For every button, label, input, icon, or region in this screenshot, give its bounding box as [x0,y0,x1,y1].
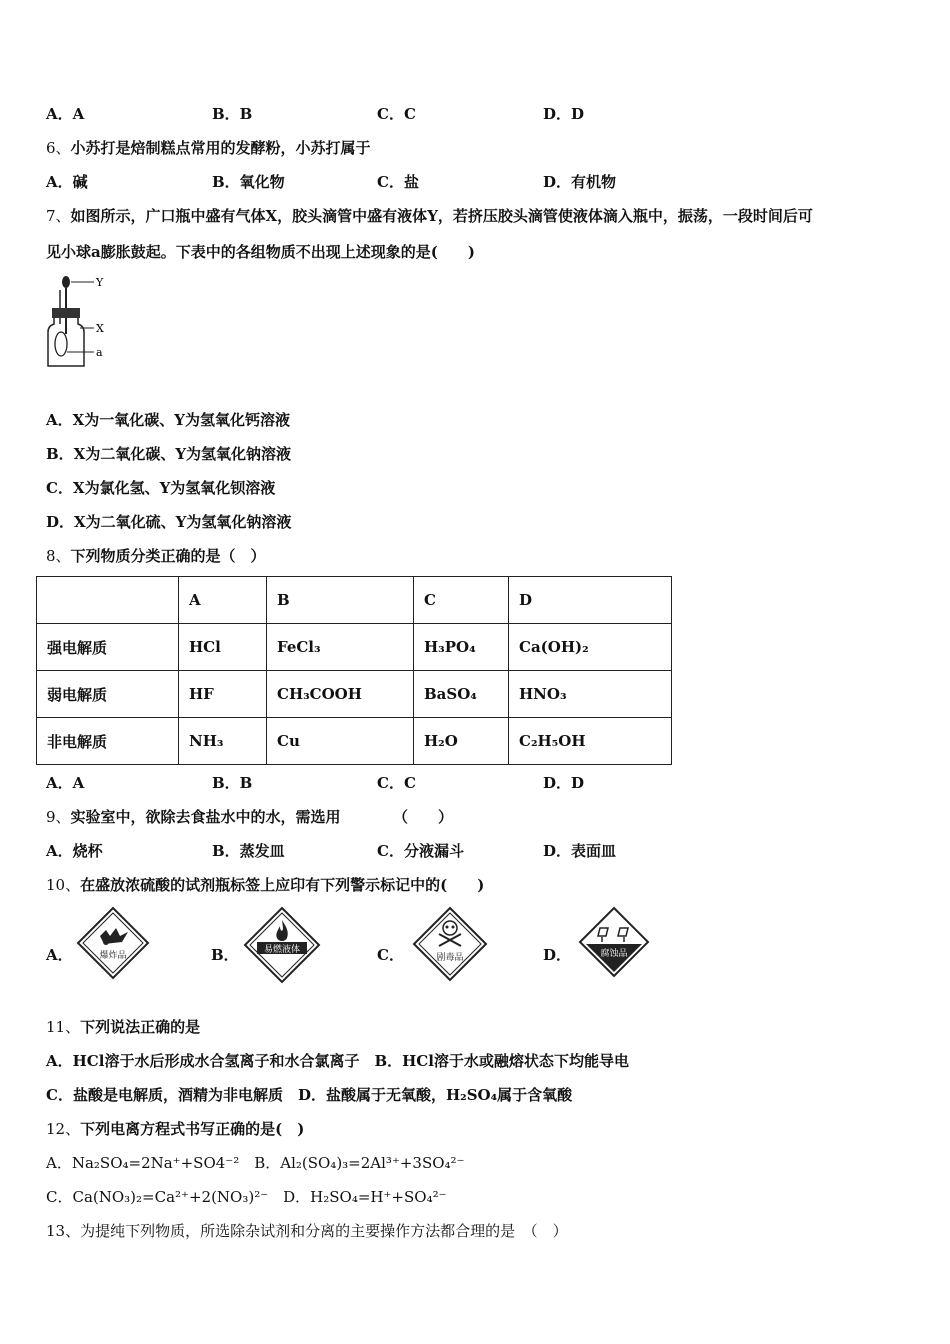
table-header-row [37,577,672,624]
q12-number: 12、 [46,1120,81,1138]
table-cell: H₂O [414,718,509,765]
q12-options-line2: C．Ca(NO₃)₂=Ca²⁺+2(NO₃)²⁻ D．H₂SO₄=H⁺+SO₄²⁻ [46,1188,447,1206]
table-cell: FeCl₃ [267,624,414,671]
table-cell: 强电解质 [37,624,179,671]
q5-option-d: D．D [543,105,585,123]
q8-option-a: A．A [46,774,85,792]
q6-option-b: B．氧化物 [212,173,285,191]
q9-stem [46,806,453,827]
q11-text: 下列说法正确的是 [80,1018,201,1036]
table-cell: BaSO₄ [414,671,509,718]
q6-number: 6、 [46,139,71,157]
q9-text: 实验室中，欲除去食盐水中的水，需选用 （ ） [70,808,454,826]
q10-option-c: C． [377,946,404,964]
q13-text: 为提纯下列物质，所选除杂试剂和分离的主要操作方法都合理的是 （ ） [80,1222,568,1240]
q12-options-line1: A．Na₂SO₄=2Na⁺+SO4⁻² B．Al₂(SO₄)₃=2Al³⁺+3SO₄²⁻ [46,1154,465,1172]
q9-option-b: B．蒸发皿 [212,842,285,860]
q10-option-b: B． [211,946,239,964]
table-row [37,671,672,718]
toxic-sign-icon [412,906,488,982]
q8-number: 8、 [46,547,71,565]
balloon-a [55,332,67,356]
flammable-liquid-sign-icon [243,906,321,984]
q7-option-c: C．X为氯化氢、Y为氢氧化钡溶液 [46,479,276,497]
q8-options [46,772,746,794]
q10-option-d: D． [543,946,572,964]
q8-option-d: D．D [543,774,585,792]
table-cell: C₂H₅OH [509,718,672,765]
q11-number: 11、 [46,1018,81,1036]
sign-label-flammable: 易燃液体 [263,945,301,955]
q7-number: 7、 [46,207,71,225]
table-cell: 弱电解质 [37,671,179,718]
table-cell: B [267,577,414,624]
q9-option-c: C．分液漏斗 [377,842,464,860]
table-cell: D [509,577,672,624]
q12-stem [46,1118,304,1139]
q6-option-c: C．盐 [377,173,419,191]
q11-stem [46,1016,200,1037]
q10-text: 在盛放浓硫酸的试剂瓶标签上应印有下列警示标记中的( ) [80,876,485,894]
q7-option-a: A．X为一氧化碳、Y为氢氧化钙溶液 [46,411,290,429]
q6-option-d: D．有机物 [543,173,617,191]
table-cell: Cu [267,718,414,765]
corrosive-sign-icon [578,906,650,978]
q13-stem [46,1220,568,1241]
q10-number: 10、 [46,876,81,894]
label-a: a [96,346,103,359]
q9-number: 9、 [46,808,71,826]
q13-number: 13、 [46,1222,81,1240]
q6-options [46,171,746,193]
table-row [37,624,672,671]
table-cell: HNO₃ [509,671,672,718]
q7-stem-line1 [46,205,813,226]
table-cell: HCl [179,624,267,671]
q7-text1: 如图所示，广口瓶中盛有气体X，胶头滴管中盛有液体Y，若挤压胶头滴管使液体滴入瓶中，振荡，一段时间后可 [70,207,813,225]
q5-options [46,103,746,125]
q5-option-a: A．A [46,105,85,123]
q6-text: 小苏打是焙制糕点常用的发酵粉，小苏打属于 [70,139,371,157]
sign-label-explosive: 爆炸品 [99,951,127,961]
dropper-bulb [62,276,70,288]
q6-option-a: A．碱 [46,173,88,191]
q10-stem [46,874,484,895]
table-cell: NH₃ [179,718,267,765]
label-x: X [96,322,104,335]
q9-option-d: D．表面皿 [543,842,617,860]
q10-option-a: A． [46,946,73,964]
table-cell: CH₃COOH [267,671,414,718]
table-cell: HF [179,671,267,718]
stopper [52,308,80,318]
q7-option-d: D．X为二氧化硫、Y为氢氧化钠溶液 [46,513,292,531]
q12-text: 下列电离方程式书写正确的是( ) [80,1120,305,1138]
table-cell: 非电解质 [37,718,179,765]
q9-options [46,840,746,862]
table-cell [37,577,179,624]
q5-option-b: B．B [212,105,253,123]
q8-stem [46,545,266,566]
q8-option-c: C．C [377,774,416,792]
table-cell: Ca(OH)₂ [509,624,672,671]
q6-stem [46,137,371,158]
sign-label-toxic: 剧毒品 [436,953,464,963]
q7-option-b: B．X为二氧化碳、Y为氢氧化钠溶液 [46,445,292,463]
gas-bottle-figure [44,272,124,372]
explosive-sign-icon [76,906,150,980]
q8-option-b: B．B [212,774,253,792]
label-y: Y [96,276,104,289]
classification-table [36,576,672,765]
table-cell: A [179,577,267,624]
q11-options-line1: A．HCl溶于水后形成水合氢离子和水合氯离子 B．HCl溶于水或融熔状态下均能导电 [46,1052,629,1070]
q9-option-a: A．烧杯 [46,842,103,860]
q8-text: 下列物质分类正确的是（ ） [70,547,266,565]
q11-options-line2: C．盐酸是电解质，酒精为非电解质 D．盐酸属于无氧酸，H₂SO₄属于含氧酸 [46,1086,573,1104]
q7-stem-line2: 见小球a膨胀鼓起。下表中的各组物质不出现上述现象的是( ) [46,243,475,261]
table-cell: H₃PO₄ [414,624,509,671]
q5-option-c: C．C [377,105,416,123]
table-row [37,718,672,765]
sign-label-corrosive: 腐蚀品 [600,949,628,959]
table-cell: C [414,577,509,624]
